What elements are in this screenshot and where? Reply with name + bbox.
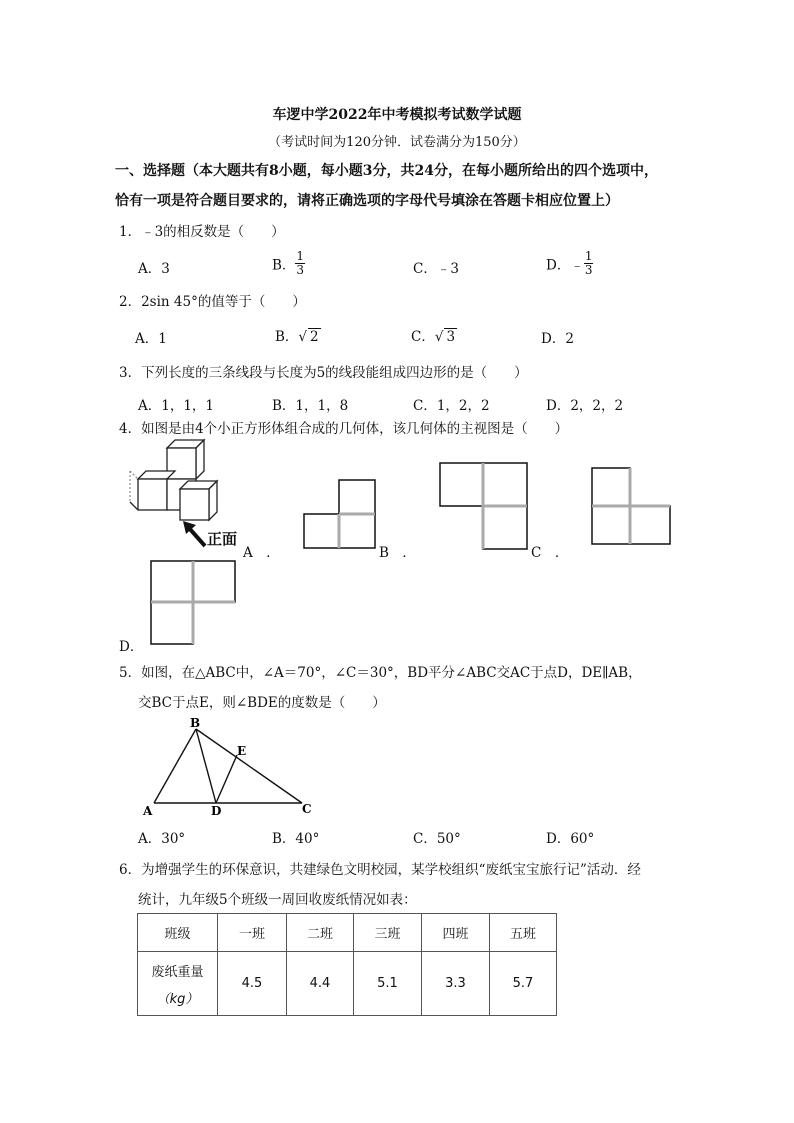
page-title: 车逻中学2022年中考模拟考试数学试题: [272, 107, 522, 123]
q5-option-a: A．30°: [138, 831, 186, 847]
table-row: [138, 952, 557, 1016]
q4-option-d: D．: [119, 639, 144, 655]
q2-option-a: A．1: [135, 331, 167, 347]
q5-option-c: C．50°: [413, 831, 461, 847]
q1-option-b-prefix: B．: [272, 257, 296, 274]
q4-option-a-view: [302, 478, 378, 550]
q2-option-b-prefix: B．: [275, 329, 299, 345]
q4-option-b: B ．: [379, 545, 416, 561]
q1-option-c: C．﹣3: [413, 261, 459, 277]
q1-option-b-fraction: [295, 250, 305, 277]
q4-option-b-view: [438, 461, 529, 551]
q4-option-c: C ．: [531, 545, 569, 561]
page-subtitle: （考试时间为120分钟．试卷满分为150分）: [268, 135, 526, 150]
q2-stem-prefix: 2．: [119, 294, 142, 310]
table-value-cell: 4.4: [287, 952, 354, 1016]
q1-option-b-denominator: 3: [296, 263, 305, 277]
q1-option-d-denominator: 3: [584, 263, 593, 277]
table-header-row: [138, 914, 557, 952]
table-header-cell: 二班: [287, 914, 354, 952]
q1-option-d: [546, 250, 593, 277]
section-header-line1: 一、选择题（本大题共有8小题，每小题3分，共24分，在每小题所给出的四个选项中，: [115, 163, 658, 179]
q4-option-d-view: [149, 559, 237, 647]
q5-triangle-figure: [140, 715, 320, 820]
table-header-cell: 五班: [490, 914, 557, 952]
front-label: 正面: [207, 530, 238, 548]
q6-stem-line2: 统计，九年级5个班级一周回收废纸情况如表：: [138, 892, 417, 908]
table-value-cell: 5.7: [490, 952, 557, 1016]
q2-option-b-radicand: 2: [310, 329, 319, 345]
q5-option-b: B．40°: [272, 831, 320, 847]
q3-option-c: C．1，2，2: [413, 398, 490, 414]
table-row-label-cell: [138, 952, 218, 1016]
q2-option-c: C．√ 3: [411, 329, 456, 345]
q2-option-b: B．√ 2: [275, 329, 319, 345]
q1-option-d-numerator: 1: [584, 249, 593, 263]
q5-stem-line1: 5．如图，在△ABC中，∠A＝70°，∠C＝30°，BD平分∠ABC交AC于点D，DE∥AB，: [119, 665, 642, 681]
q2-stem: [119, 290, 306, 310]
row-label-unit: （kg）: [156, 991, 199, 1007]
q2-stem-suffix: 的值等于（ ）: [197, 294, 306, 310]
vertex-c-label: C: [302, 802, 312, 816]
q1-option-b-numerator: 1: [296, 249, 305, 263]
q2-stem-expression: 2sin 45°: [141, 294, 198, 310]
vertex-a-label: A: [143, 804, 153, 818]
q2-option-c-radicand: 3: [446, 329, 456, 345]
table-header-cell: 班级: [138, 914, 218, 952]
q2-option-c-prefix: C．: [411, 329, 435, 345]
q1-stem: 1．﹣3的相反数是（ ）: [119, 224, 285, 240]
q4-option-a: A ．: [243, 545, 280, 561]
q3-option-b: B．1，1，8: [272, 398, 349, 414]
vertex-d-label: D: [211, 804, 222, 818]
table-value-cell: 3.3: [422, 952, 490, 1016]
q4-stem: 4．如图是由4个小正方形体组合成的几何体，该几何体的主视图是（ ）: [119, 421, 569, 437]
table-header-cell: 四班: [422, 914, 490, 952]
q6-data-table: [137, 913, 557, 1016]
q2-option-d: D．2: [541, 331, 574, 347]
q4-option-c-view: [590, 466, 672, 548]
vertex-e-label: E: [237, 744, 247, 758]
row-label-line1: 废纸重量: [151, 964, 204, 980]
q1-option-d-prefix: D．﹣: [546, 257, 584, 274]
q1-option-b: [272, 250, 305, 277]
q3-option-a: A．1，1，1: [138, 398, 215, 414]
table-value-cell: 5.1: [354, 952, 422, 1016]
table-value-cell: 4.5: [218, 952, 287, 1016]
q5-option-d: D．60°: [546, 831, 595, 847]
q3-stem: 3．下列长度的三条线段与长度为5的线段能组成四边形的是（ ）: [119, 365, 528, 381]
q5-stem-line2: 交BC于点E，则∠BDE的度数是（ ）: [138, 695, 386, 711]
q1-option-d-fraction: [584, 250, 594, 277]
vertex-b-label: B: [190, 716, 201, 730]
q6-stem-line1: 6．为增强学生的环保意识，共建绿色文明校园，某学校组织“废纸宝宝旅行记”活动．经: [119, 862, 641, 878]
table-header-cell: 三班: [354, 914, 422, 952]
table-header-cell: 一班: [218, 914, 287, 952]
q3-option-d: D．2，2，2: [546, 398, 624, 414]
q1-option-a: A．3: [138, 261, 170, 277]
section-header-line2: 恰有一项是符合题目要求的，请将正确选项的字母代号填涂在答题卡相应位置上）: [115, 193, 619, 209]
